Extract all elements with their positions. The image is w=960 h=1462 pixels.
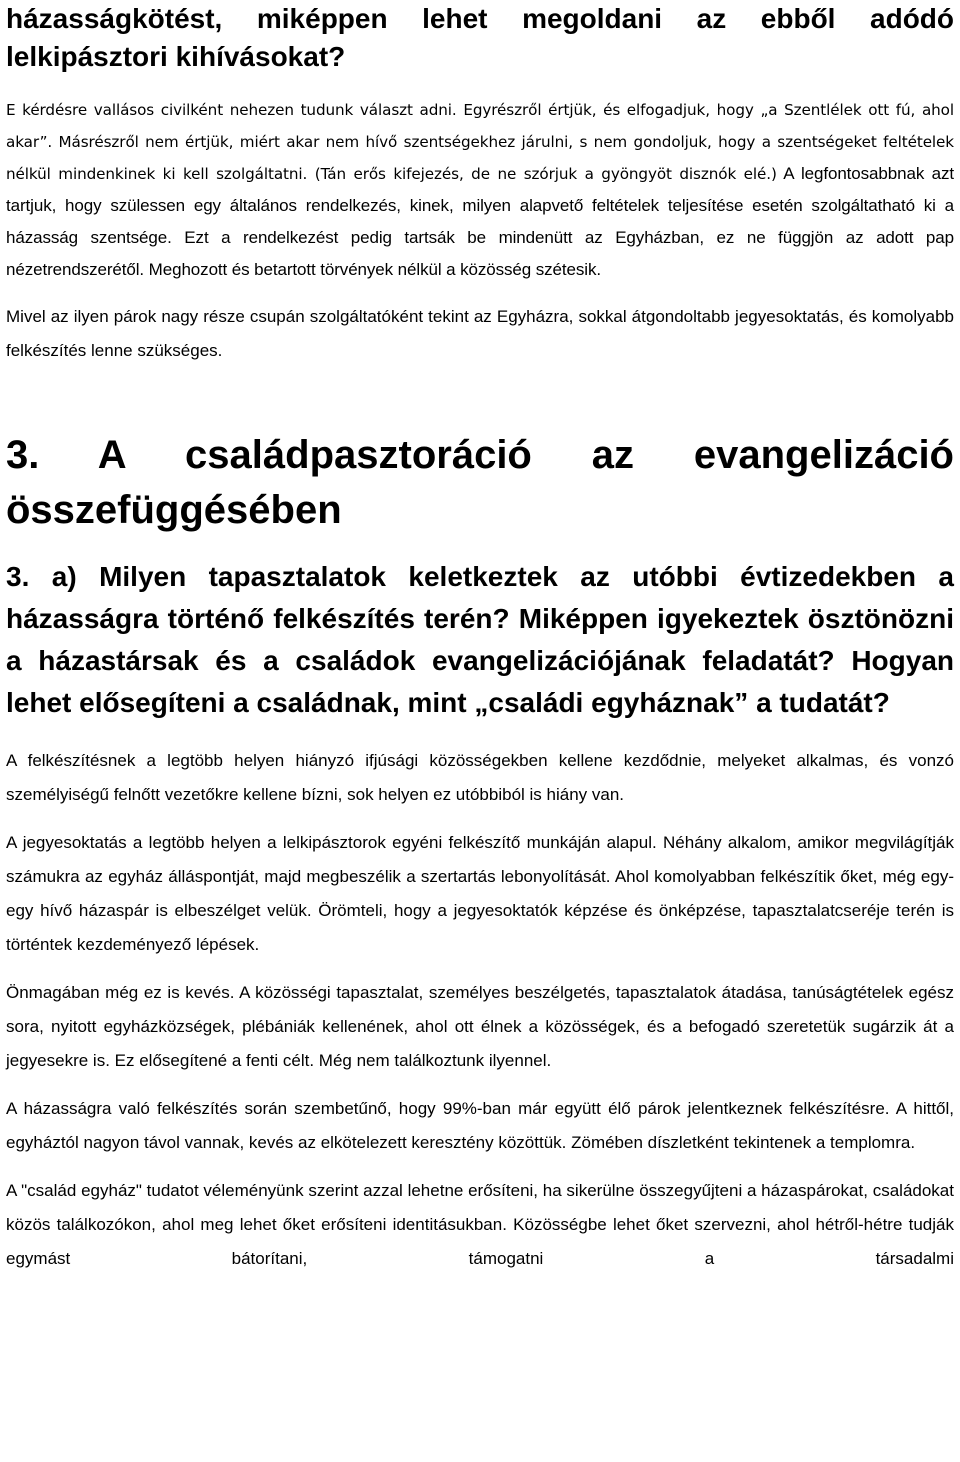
paragraph-5: Önmagában még ez is kevés. A közösségi tapasztalat, személyes beszélgetés, tapasztalatok átadása, tanúságtételek egész sora, nyitott egyházközségek, plébániák kellenének, ahol ott élnek a közösségek, és a befogadó szeretetük sugárzik át a jegyesekre is. Ez elősegítené a fenti célt. Még nem találkoztunk ilyennel.	[6, 983, 954, 1070]
paragraph-1-part-a: E kérdésre vallásos civilként nehezen tudunk választ adni. Egyrészről értjük, és elfogadjuk, hogy „a Szentlélek ott fú, ahol akar”. Másrészről nem értjük, miért akar nem hívő szentségekhez járulni, s nem gondoljuk, hogy a szentségeket feltételek nélkül mindenkinek ki kell szolgáltatni. (Tán erős kifejezés, de ne szórjuk a gyöngyöt disznók elé.)	[6, 101, 954, 183]
paragraph-2: Mivel az ilyen párok nagy része csupán szolgáltatóként tekint az Egyházra, sokkal átgondoltabb jegyesoktatás, és komolyabb felkészítés lenne szükséges.	[6, 307, 954, 360]
top-heading: házasságkötést, miképpen lehet megoldani az ebből adódó lelkipásztori kihívásokat?	[6, 3, 954, 72]
document-page	[6, 0, 954, 1276]
sub-heading: 3. a) Milyen tapasztalatok keletkeztek az utóbbi évtizedekben a házasságra történő felkészítés terén? Miképpen igyekeztek ösztönözni a házastársak és a családok evangelizációjának feladatát? Hogyan lehet elősegíteni a családnak, mint „családi egyháznak” a tudatát?	[6, 561, 954, 718]
paragraph-4: A jegyesoktatás a legtöbb helyen a lelkipásztorok egyéni felkészítő munkáján alapul. Néhány alkalom, amikor megvilágítják számukra az egyház álláspontját, majd megbeszélik a szertartás lebonyolítását. Ahol komolyabban felkészítik őket, még egy-egy hívő házaspár is elbeszélget velük. Örömteli, hogy a jegyesoktatók képzése és önképzése, tapasztalatcseréje terén is történtek kezdeményező lépések.	[6, 833, 954, 954]
section-heading: 3. A családpasztoráció az evangelizáció összefüggésében	[6, 433, 954, 532]
paragraph-3: A felkészítésnek a legtöbb helyen hiányzó ifjúsági közösségekben kellene kezdődnie, melyeket alkalmas, és vonzó személyiségű felnőtt vezetőkre kellene bízni, sok helyen ez utóbbiból is hiány van.	[6, 751, 954, 804]
paragraph-1-part-b: A legfontosabbnak azt tartjuk, hogy szülessen egy általános rendelkezés, kinek, milyen alapvető feltételek teljesítése esetén szolgáltatható ki a házasság szentsége. Ezt a rendelkezést pedig tartsák be mindenütt az Egyházban, ez ne függjön az adott pap nézetrendszerétől. Meghozott és betartott törvények nélkül a közösség szétesik.	[6, 164, 954, 279]
paragraph-6: A házasságra való felkészítés során szembetűnő, hogy 99%-ban már együtt élő párok jelentkeznek felkészítésre. A hittől, egyháztól nagyon távol vannak, kevés az elkötelezett keresztény közöttük. Zömében díszletként tekintenek a templomra.	[6, 1099, 954, 1152]
paragraph-7: A "család egyház" tudatot véleményünk szerint azzal lehetne erősíteni, ha sikerülne összegyűjteni a házaspárokat, családokat közös találkozókon, ahol meg lehet őket erősíteni identitásukban. Közösségbe lehet őket szervezni, ahol hétről-hétre tudják egymást bátorítani, támogatni a társadalmi	[6, 1181, 954, 1268]
paragraph-1	[6, 94, 954, 286]
